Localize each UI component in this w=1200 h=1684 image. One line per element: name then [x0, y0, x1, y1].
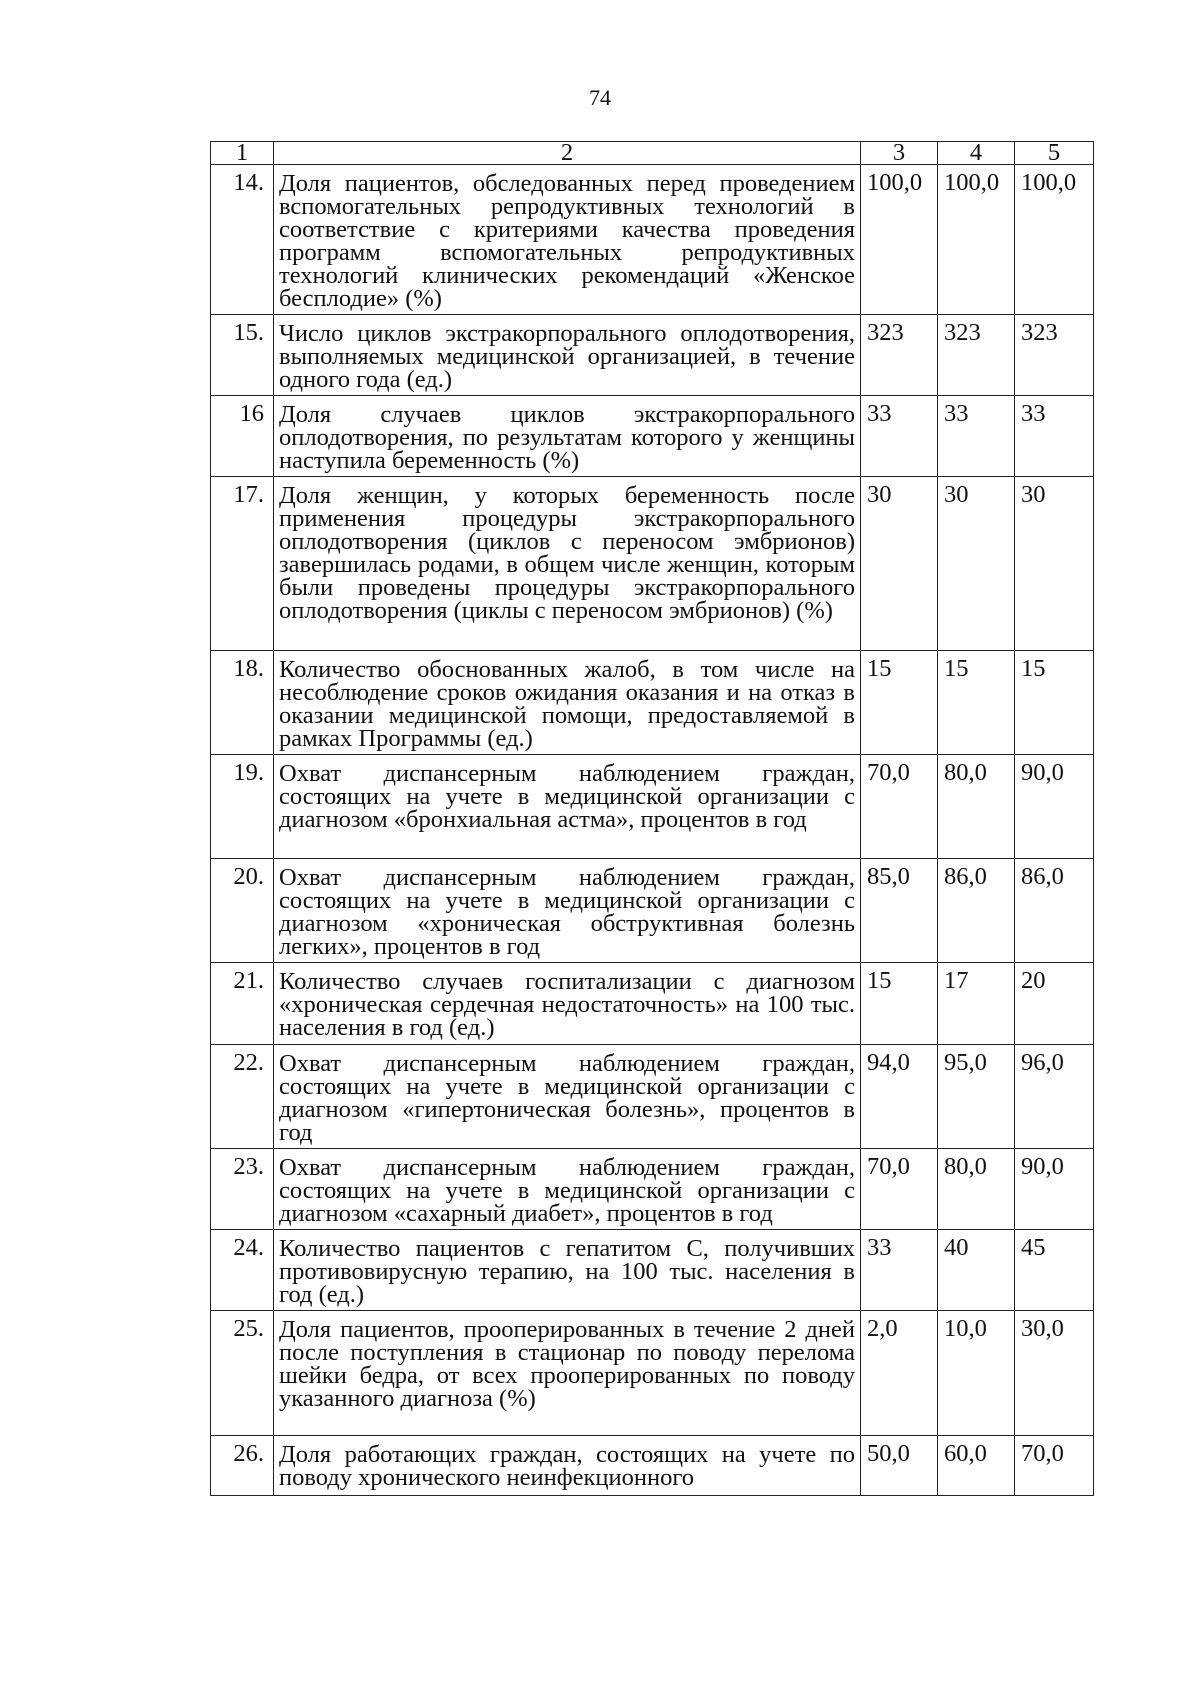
row-number: 22. [211, 1045, 274, 1149]
table-row [211, 1149, 1094, 1230]
table-row [211, 477, 1094, 651]
row-number: 19. [211, 755, 274, 859]
indicator-name: Охват диспансерным наблюдением граждан, состоящих на учете в медицинской организации с диагнозом «бронхиальная астма», процентов в год [274, 755, 861, 859]
value-col-5: 30,0 [1015, 1311, 1094, 1436]
page-number: 74 [589, 85, 611, 110]
indicator-name: Количество пациентов с гепатитом С, получивших противовирусную терапию, на 100 тыс. населения в год (ед.) [274, 1230, 861, 1311]
table-row [211, 963, 1094, 1045]
value-col-5: 45 [1015, 1230, 1094, 1311]
table-row [211, 1436, 1094, 1496]
table-header-row [211, 142, 1094, 165]
indicator-name: Число циклов экстракорпорального оплодотворения, выполняемых медицинской организацией, в течение одного года (ед.) [274, 315, 861, 396]
header-cell-4: 4 [938, 142, 1015, 165]
value-col-4: 323 [938, 315, 1015, 396]
value-col-3: 94,0 [861, 1045, 938, 1149]
value-col-3: 50,0 [861, 1436, 938, 1496]
value-col-3: 15 [861, 651, 938, 755]
value-col-4: 80,0 [938, 755, 1015, 859]
header-cell-1: 1 [211, 142, 274, 165]
header-cell-2: 2 [274, 142, 861, 165]
row-number: 14. [211, 165, 274, 315]
table-row [211, 1311, 1094, 1436]
table-row [211, 1230, 1094, 1311]
row-number: 21. [211, 963, 274, 1045]
value-col-4: 33 [938, 396, 1015, 477]
header-cell-3: 3 [861, 142, 938, 165]
row-number: 15. [211, 315, 274, 396]
indicator-name: Доля случаев циклов экстракорпорального оплодотворения, по результатам которого у женщины наступила беременность (%) [274, 396, 861, 477]
table-row [211, 755, 1094, 859]
table-row [211, 651, 1094, 755]
indicators-table [210, 141, 1094, 1496]
row-number: 17. [211, 477, 274, 651]
row-number: 25. [211, 1311, 274, 1436]
row-number: 18. [211, 651, 274, 755]
value-col-4: 95,0 [938, 1045, 1015, 1149]
row-number: 26. [211, 1436, 274, 1496]
value-col-4: 15 [938, 651, 1015, 755]
value-col-5: 33 [1015, 396, 1094, 477]
value-col-4: 60,0 [938, 1436, 1015, 1496]
indicator-name: Количество случаев госпитализации с диагнозом «хроническая сердечная недостаточность» на 100 тыс. населения в год (ед.) [274, 963, 861, 1045]
value-col-4: 17 [938, 963, 1015, 1045]
table-row [211, 396, 1094, 477]
value-col-4: 30 [938, 477, 1015, 651]
value-col-3: 70,0 [861, 1149, 938, 1230]
value-col-3: 33 [861, 1230, 938, 1311]
value-col-5: 20 [1015, 963, 1094, 1045]
indicator-name: Доля женщин, у которых беременность после применения процедуры экстракорпорального оплодотворения (циклов с переносом эмбрионов) завершилась родами, в общем числе женщин, которым были проведены процедуры экстракорпорального оплодотворения (циклы с переносом эмбрионов) (%) [274, 477, 861, 651]
value-col-4: 80,0 [938, 1149, 1015, 1230]
value-col-3: 2,0 [861, 1311, 938, 1436]
indicator-name: Доля работающих граждан, состоящих на учете по поводу хронического неинфекционного [274, 1436, 861, 1496]
indicator-name: Охват диспансерным наблюдением граждан, состоящих на учете в медицинской организации с диагнозом «сахарный диабет», процентов в год [274, 1149, 861, 1230]
value-col-3: 100,0 [861, 165, 938, 315]
indicator-name: Количество обоснованных жалоб, в том числе на несоблюдение сроков ожидания оказания и на отказ в оказании медицинской помощи, предоставляемой в рамках Программы (ед.) [274, 651, 861, 755]
table-row [211, 165, 1094, 315]
value-col-4: 10,0 [938, 1311, 1015, 1436]
value-col-5: 90,0 [1015, 755, 1094, 859]
value-col-3: 323 [861, 315, 938, 396]
header-cell-5: 5 [1015, 142, 1094, 165]
indicator-name: Доля пациентов, обследованных перед проведением вспомогательных репродуктивных технологий в соответствие с критериями качества проведения программ вспомогательных репродуктивных технологий клинических рекомендаций «Женское бесплодие» (%) [274, 165, 861, 315]
value-col-5: 15 [1015, 651, 1094, 755]
value-col-4: 86,0 [938, 859, 1015, 963]
value-col-5: 30 [1015, 477, 1094, 651]
value-col-3: 70,0 [861, 755, 938, 859]
indicator-name: Доля пациентов, прооперированных в течение 2 дней после поступления в стационар по поводу перелома шейки бедра, от всех прооперированных по поводу указанного диагноза (%) [274, 1311, 861, 1436]
table-row [211, 859, 1094, 963]
value-col-5: 323 [1015, 315, 1094, 396]
value-col-5: 96,0 [1015, 1045, 1094, 1149]
indicator-name: Охват диспансерным наблюдением граждан, состоящих на учете в медицинской организации с диагнозом «гипертоническая болезнь», процентов в год [274, 1045, 861, 1149]
value-col-4: 100,0 [938, 165, 1015, 315]
value-col-5: 90,0 [1015, 1149, 1094, 1230]
row-number: 23. [211, 1149, 274, 1230]
value-col-5: 100,0 [1015, 165, 1094, 315]
table-row [211, 315, 1094, 396]
row-number: 20. [211, 859, 274, 963]
value-col-5: 86,0 [1015, 859, 1094, 963]
value-col-4: 40 [938, 1230, 1015, 1311]
value-col-3: 33 [861, 396, 938, 477]
indicator-name: Охват диспансерным наблюдением граждан, состоящих на учете в медицинской организации с диагнозом «хроническая обструктивная болезнь легких», процентов в год [274, 859, 861, 963]
value-col-3: 85,0 [861, 859, 938, 963]
row-number: 16 [211, 396, 274, 477]
value-col-3: 30 [861, 477, 938, 651]
value-col-5: 70,0 [1015, 1436, 1094, 1496]
value-col-3: 15 [861, 963, 938, 1045]
table-row [211, 1045, 1094, 1149]
row-number: 24. [211, 1230, 274, 1311]
